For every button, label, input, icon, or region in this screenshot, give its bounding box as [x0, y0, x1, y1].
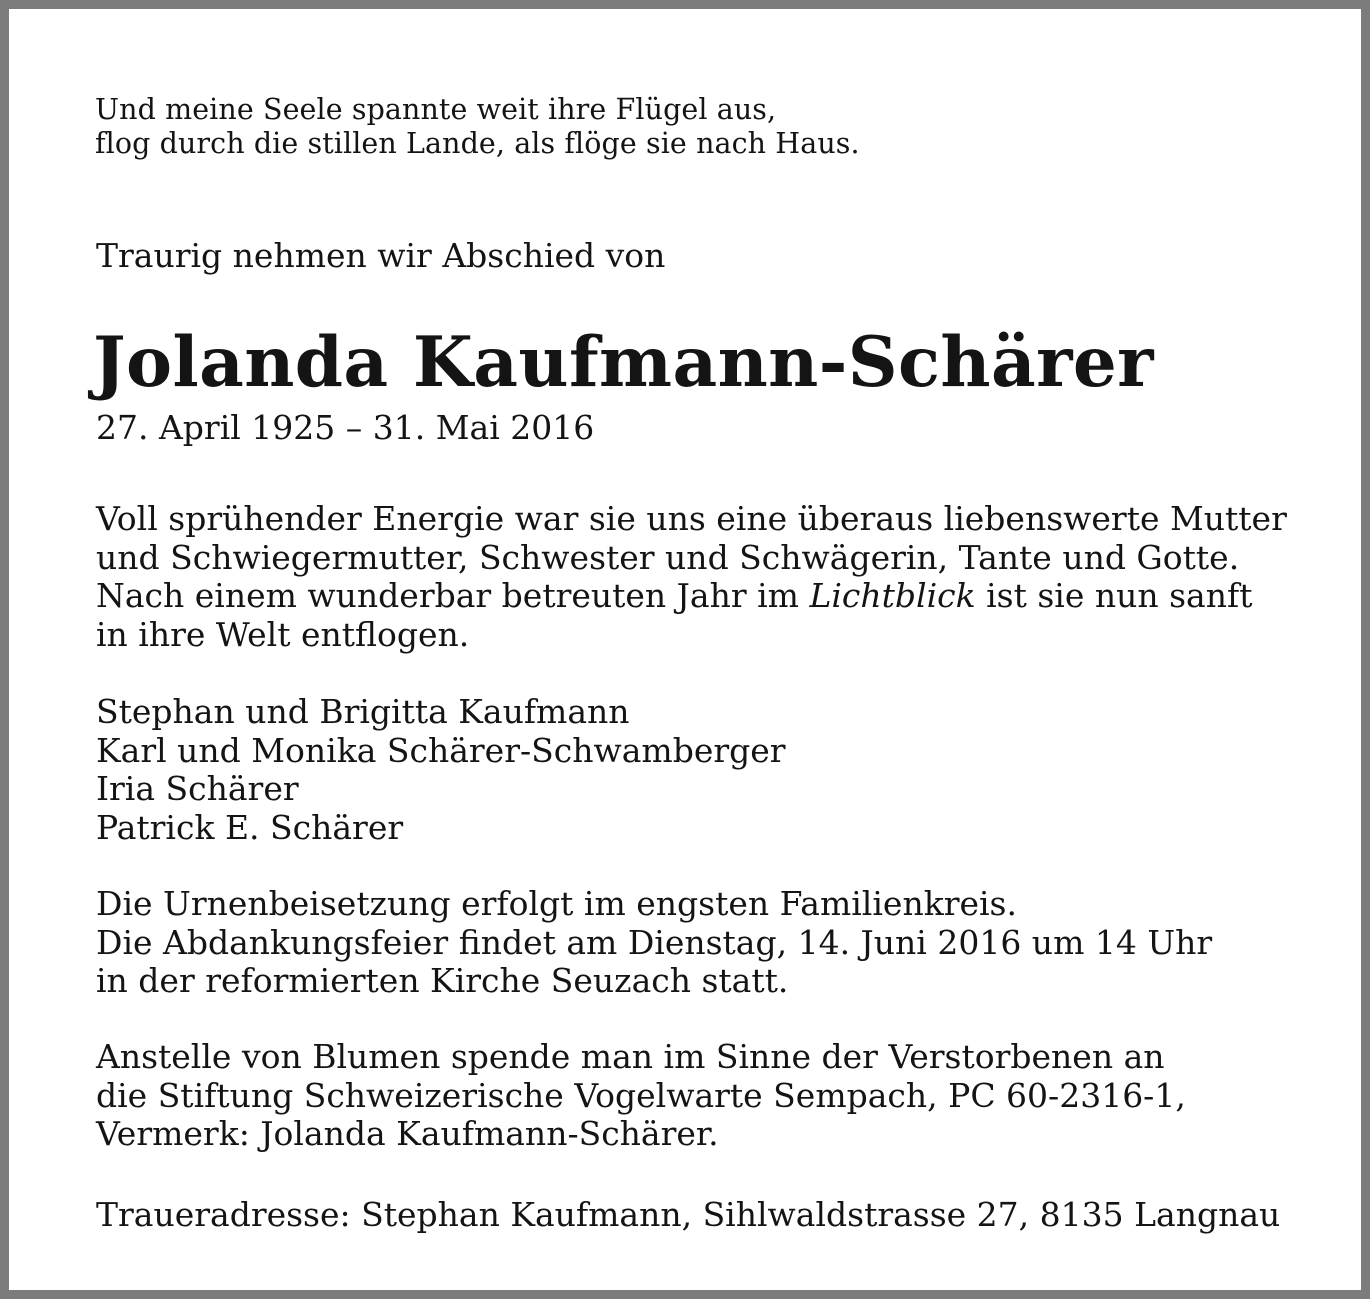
ceremony-paragraph: [96, 885, 1212, 1001]
donation-line: die Stiftung Schweizerische Vogelwarte Sempach, PC 60-2316-1,: [96, 1075, 1186, 1115]
donation-line: Anstelle von Blumen spende man im Sinne der Verstorbenen an: [96, 1037, 1165, 1076]
tribute-line: und Schwiegermutter, Schwester und Schwägerin, Tante und Gotte.: [96, 537, 1240, 577]
tribute-paragraph: [96, 500, 1287, 654]
donation-paragraph: [96, 1038, 1186, 1154]
tribute-line: [96, 577, 1287, 616]
intro-text: Traurig nehmen wir Abschied von: [96, 236, 666, 275]
family-member: Stephan und Brigitta Kaufmann: [96, 692, 630, 731]
deceased-name: Jolanda Kaufmann-Schärer: [93, 322, 1154, 403]
ceremony-line: Die Abdankungsfeier findet am Dienstag, 14. Juni 2016 um 14 Uhr: [96, 922, 1213, 962]
tribute-emphasis: Lichtblick: [809, 576, 976, 615]
tribute-text: ist sie nun sanft: [975, 576, 1253, 615]
family-list: [96, 693, 786, 847]
motto-line: Und meine Seele spannte weit ihre Flügel aus,: [95, 93, 777, 126]
mourning-address: Traueradresse: Stephan Kaufmann, Sihlwaldstrasse 27, 8135 Langnau: [96, 1195, 1281, 1234]
motto-verse: [95, 93, 860, 161]
ceremony-line: in der reformierten Kirche Seuzach statt.: [96, 961, 789, 1000]
ceremony-line: Die Urnenbeisetzung erfolgt im engsten Familienkreis.: [96, 884, 1017, 923]
tribute-line: Voll sprühender Energie war sie uns eine überaus liebenswerte Mutter: [96, 499, 1287, 538]
family-member: Karl und Monika Schärer-Schwamberger: [96, 730, 786, 770]
donation-line: Vermerk: Jolanda Kaufmann-Schärer.: [96, 1114, 719, 1153]
family-member: Iria Schärer: [96, 769, 299, 808]
family-member: Patrick E. Schärer: [96, 807, 404, 847]
motto-line: flog durch die stillen Lande, als flöge sie nach Haus.: [95, 127, 860, 160]
life-dates: 27. April 1925 – 31. Mai 2016: [96, 408, 595, 447]
tribute-line: in ihre Welt entflogen.: [96, 614, 470, 654]
tribute-text: Nach einem wunderbar betreuten Jahr im: [96, 576, 810, 615]
